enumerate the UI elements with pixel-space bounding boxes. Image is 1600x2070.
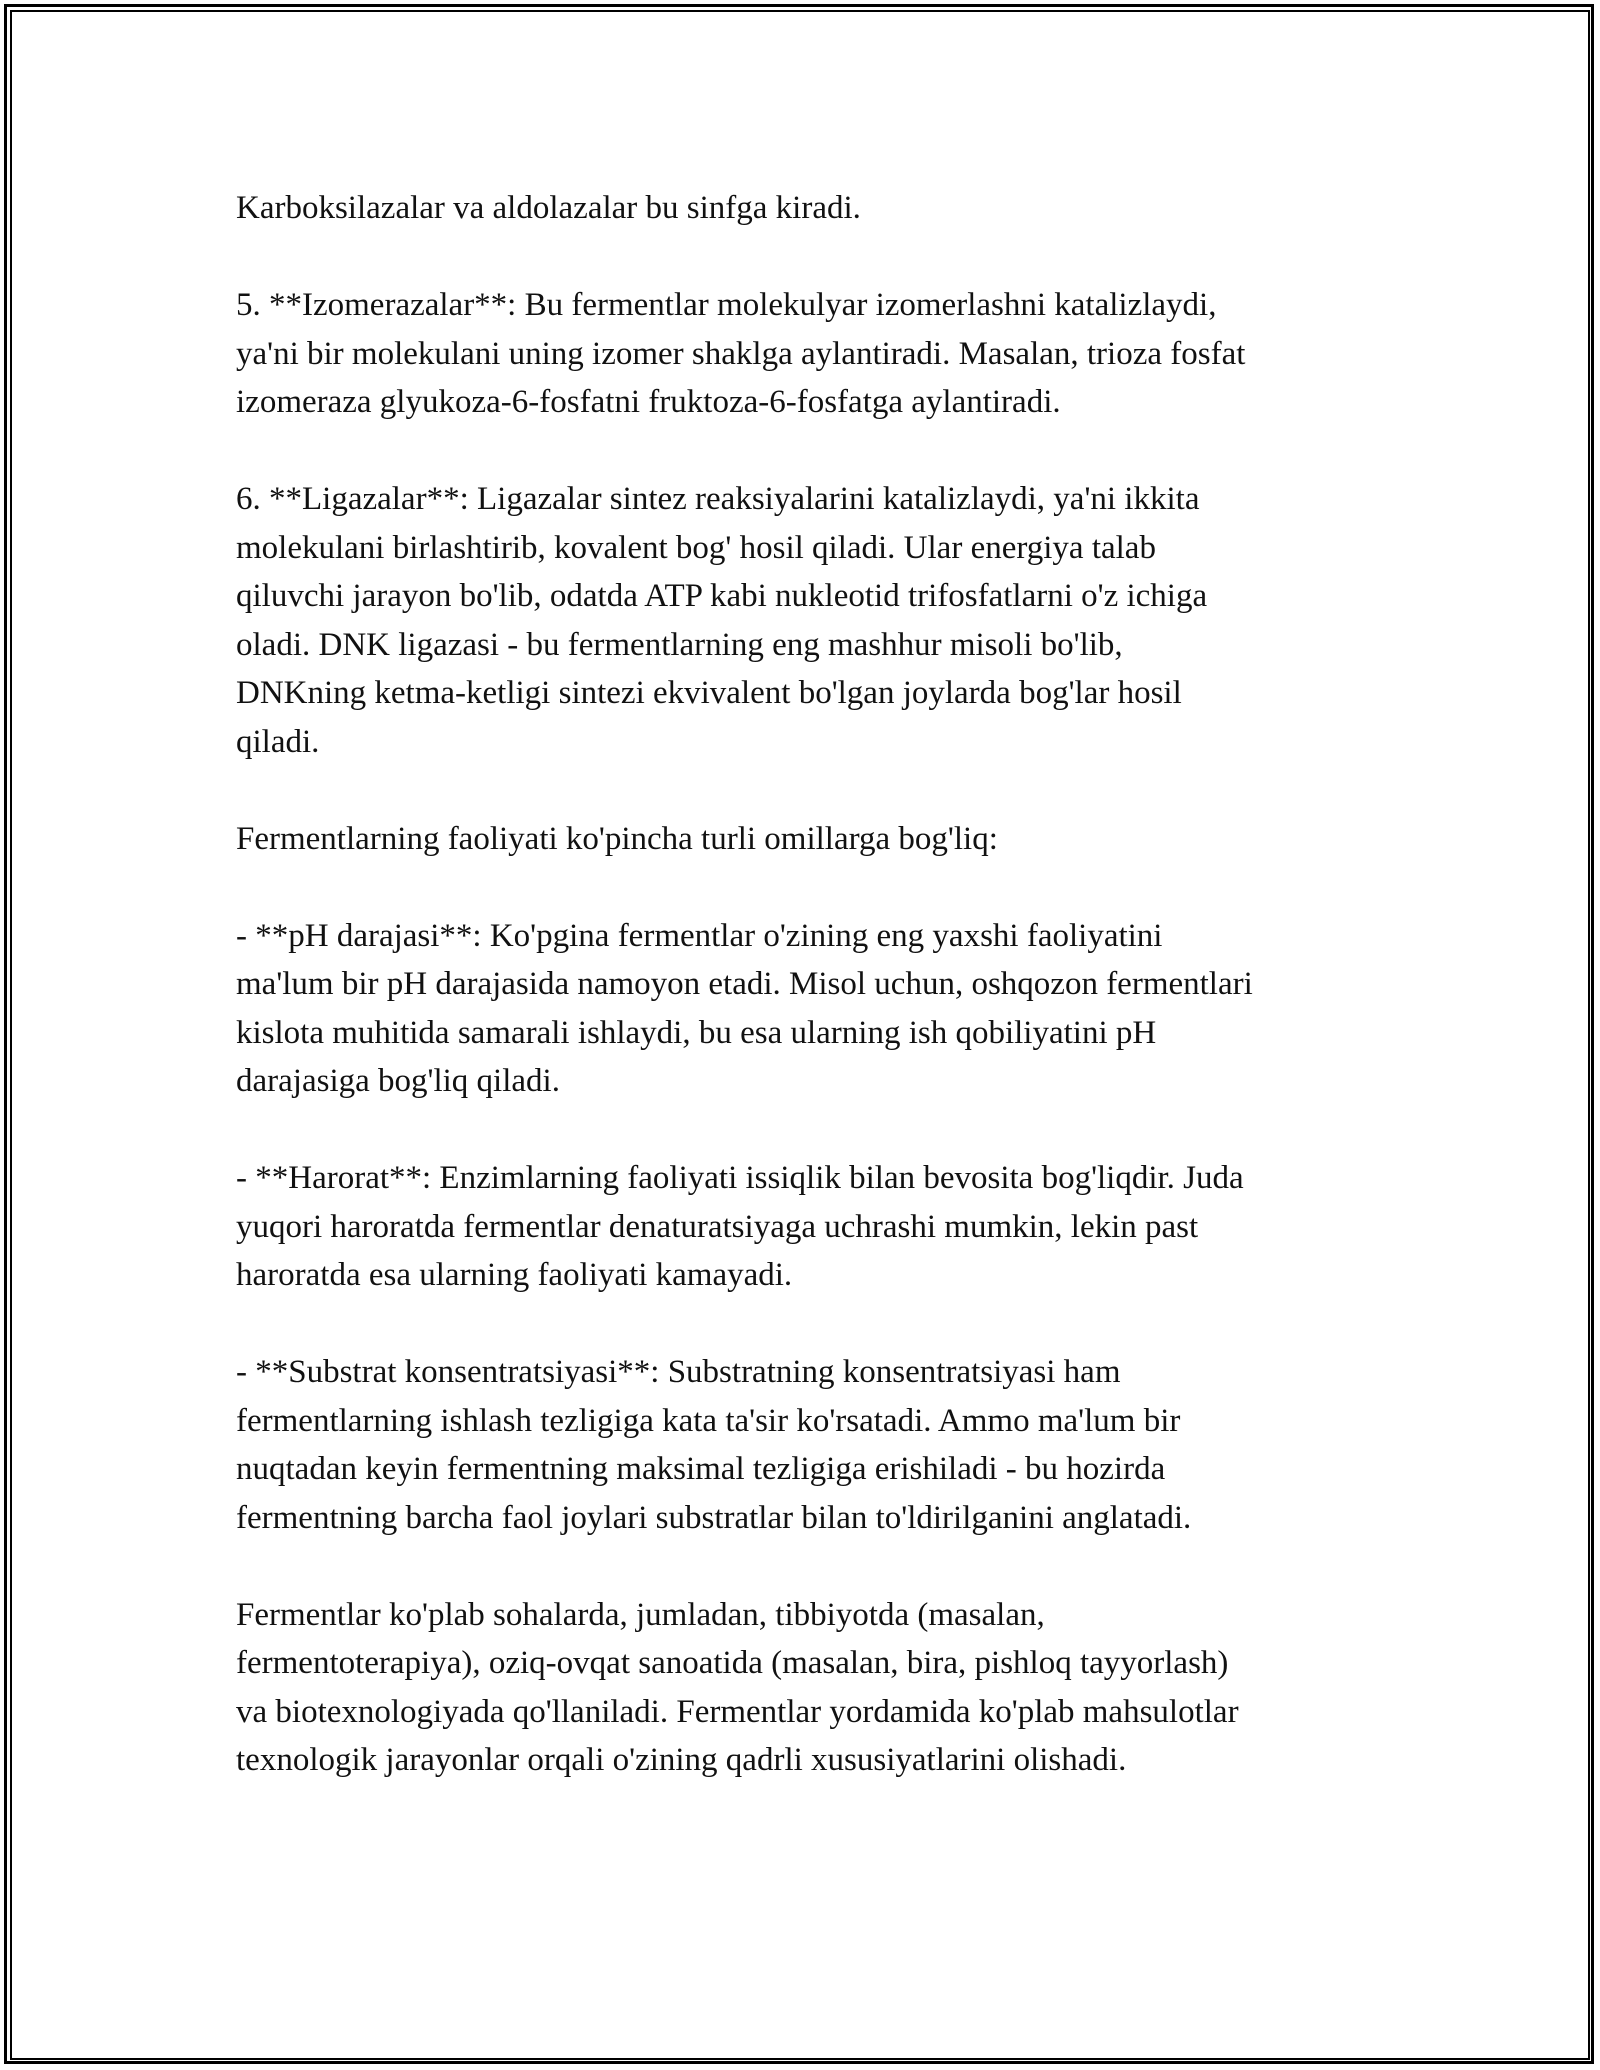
- paragraph-substrate-concentration: - **Substrat konsentratsiyasi**: Substratning konsentratsiyasi ham fermentlarning ishlash tezligiga kata ta'sir ko'rsatadi. Ammo ma'lum bir nuqtadan keyin fermentning maksimal tezligiga erishiladi - bu hozirda fermentning barcha faol joylari substratlar bilan to'ldirilganini anglatadi.: [236, 1354, 1192, 1536]
- paragraph-ligazalar: 6. **Ligazalar**: Ligazalar sintez reaksiyalarini katalizlaydi, ya'ni ikkita molekulani birlashtirib, kovalent bog' hosil qiladi. Ular energiya talab qiluvchi jarayon bo'lib, odatda ATP kabi nukleotid trifosfatlarni o'z ichiga oladi. DNK ligazasi - bu fermentlarning eng mashhur misoli bo'lib, DNKning ketma-ketligi sintezi ekvivalent bo'lgan joylarda bog'lar hosil qiladi.: [236, 481, 1208, 760]
- paragraph-intro-line: Karboksilazalar va aldolazalar bu sinfga kiradi.: [236, 190, 861, 226]
- paragraph-izomerazalar: 5. **Izomerazalar**: Bu fermentlar molekulyar izomerlashni katalizlaydi, ya'ni bir molekulani uning izomer shaklga aylantiradi. Masalan, trioza fosfat izomeraza glyukoza-6-fosfatni fruktoza-6-fosfatga aylantiradi.: [236, 287, 1246, 420]
- document-body: [236, 184, 1376, 1785]
- paragraph-ph-level: - **pH darajasi**: Ko'pgina fermentlar o'zining eng yaxshi faoliyatini ma'lum bir pH darajasida namoyon etadi. Misol uchun, oshqozon fermentlari kislota muhitida samarali ishlaydi, bu esa ularning ish qobiliyatini pH darajasiga bog'liq qiladi.: [236, 917, 1253, 1099]
- paragraph-temperature: - **Harorat**: Enzimlarning faoliyati issiqlik bilan bevosita bog'liqdir. Juda yuqori haroratda fermentlar denaturatsiyaga uchrashi mumkin, lekin past haroratda esa ularning faoliyati kamayadi.: [236, 1160, 1244, 1293]
- paragraph-applications: Fermentlar ko'plab sohalarda, jumladan, tibbiyotda (masalan, fermentoterapiya), oziq-ovqat sanoatida (masalan, bira, pishloq tayyorlash) va biotexnologiyada qo'llaniladi. Fermentlar yordamida ko'plab mahsulotlar texnologik jarayonlar orqali o'zining qadrli xususiyatlarini olishadi.: [236, 1596, 1239, 1778]
- paragraph-factors-intro: Fermentlarning faoliyati ko'pincha turli omillarga bog'liq:: [236, 820, 998, 857]
